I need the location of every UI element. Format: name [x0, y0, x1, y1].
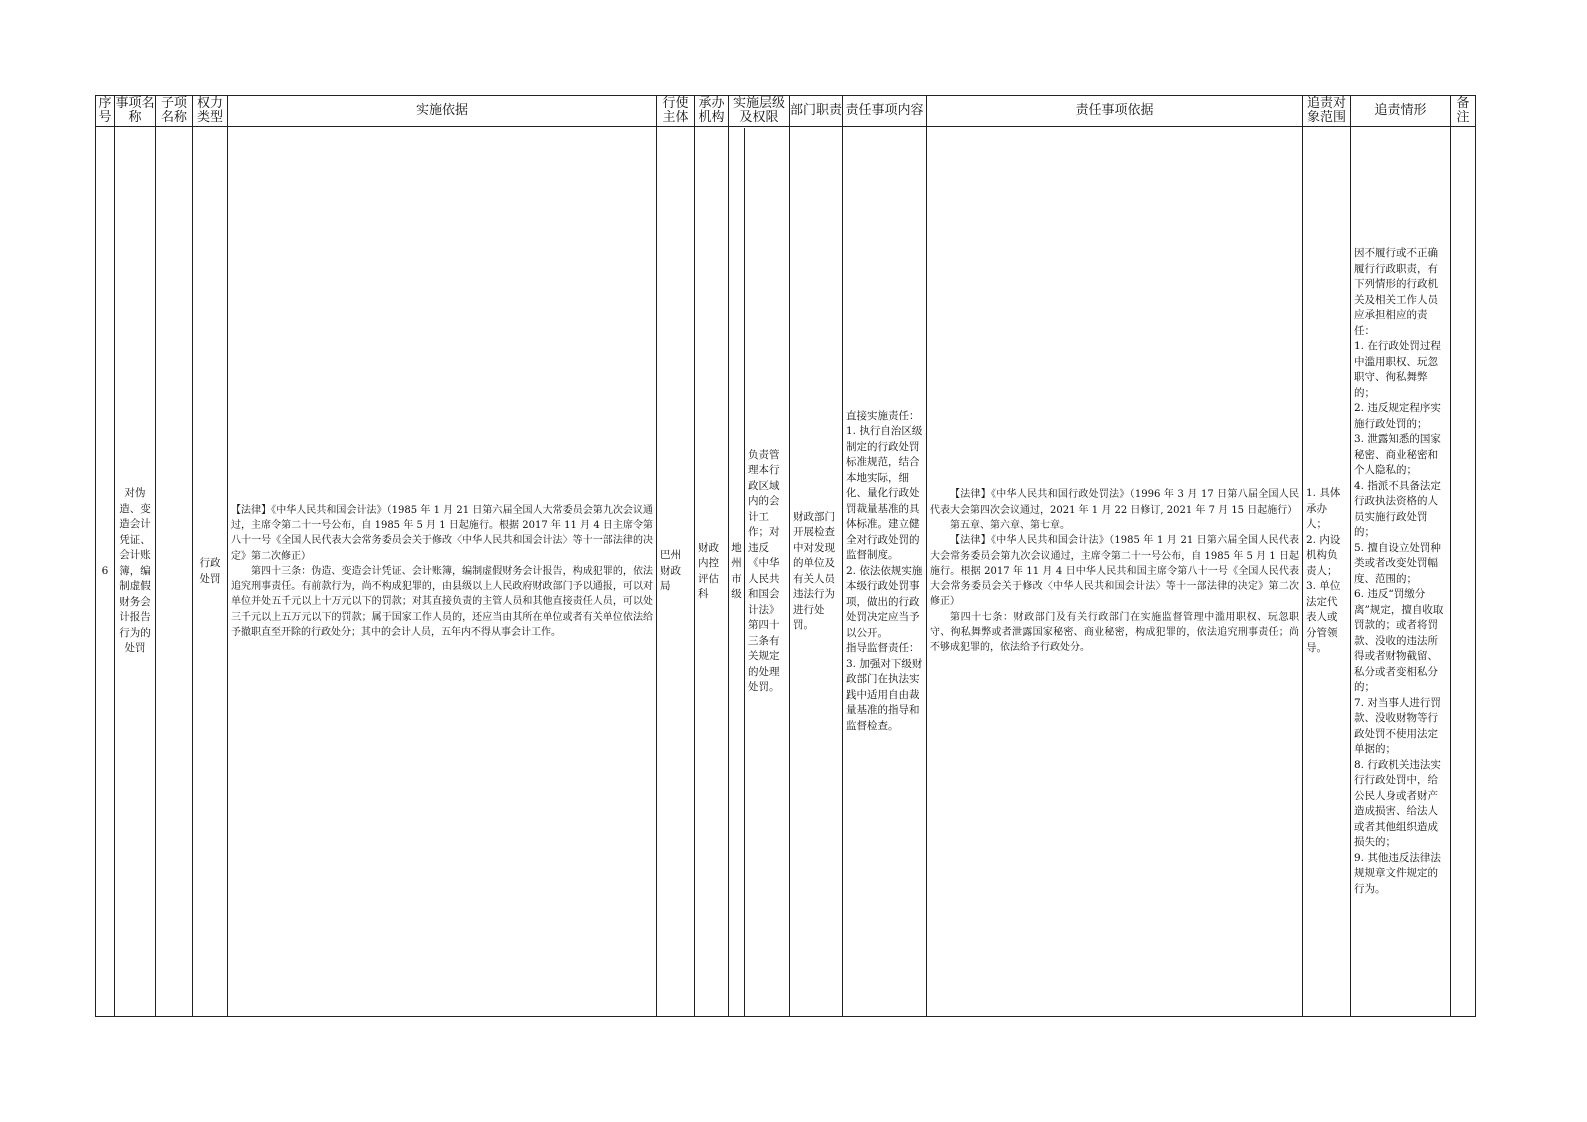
header-resp-content: 责任事项内容	[843, 96, 927, 127]
resp-content-line: 1. 执行自治区级制定的行政处罚标准规范，结合本地实际，细化、量化行政处罚裁量基准的具体标准。建立健全对行政处罚的监督制度。	[846, 425, 923, 562]
level-power: 负责管理本行政区域内的会计工作；对违反《中华人民共和国会计法》第四十三条有关规定的处理处罚。	[748, 448, 780, 693]
header-row	[96, 96, 1476, 127]
header-sub-name: 子项名称	[156, 96, 193, 127]
power-list-table	[95, 95, 1476, 1017]
header-item-name: 事项名称	[115, 96, 155, 125]
cell-duty: 财政部门开展检查中对发现的单位及有关人员违法行为进行处罚。	[790, 127, 843, 1017]
resp-basis-chapters: 第五章、第六章、第七章。	[950, 519, 1070, 531]
cell-seq: 6	[96, 127, 115, 1017]
resp-content-line: 指导监督责任：	[846, 642, 920, 655]
cell-level	[729, 127, 790, 1017]
situation-item: 3. 泄露知悉的国家秘密、商业秘密和个人隐私的；	[1354, 433, 1441, 476]
basis-article: 第四十三条：伪造、变造会计凭证、会计账簿，编制虚假财务会计报告，构成犯罪的，依法追究刑事责任。有前款行为，尚不构成犯罪的，由县级以上人民政府财政部门予以通报，可以对单位并处五千元以上十万元以下的罚款；对其直接负责的主管人员和其他直接责任人员，可以处三千元以上五万元以下的罚款；属于国家工作人员的，还应当由其所在单位或者有关单位依法给予撤职直至开除的行政处分；其中的会计人员，五年内不得从事会计工作。	[231, 565, 653, 639]
resp-content-line: 2. 依法依规实施本级行政处罚事项，做出的行政处罚决定应当予以公开。	[846, 564, 923, 639]
scope-item: 3. 单位法定代表人或分管领导。	[1306, 580, 1341, 655]
cell-situation	[1351, 127, 1451, 1017]
situation-item: 4. 指派不具备法定行政执法资格的人员实施行政处罚的；	[1354, 479, 1441, 538]
cell-power-type: 行政处罚	[193, 127, 228, 1017]
header-power-type: 权力类型	[193, 96, 228, 127]
header-situation: 追责情形	[1351, 96, 1451, 127]
situation-item: 因不履行或不正确履行行政职责，有下列情形的行政机关及相关工作人员应承担相应的责任：	[1354, 247, 1438, 337]
header-duty: 部门职责	[790, 96, 843, 127]
situation-item: 6. 违反“罚缴分离”规定，擅自收取罚款的；或者将罚款、没收的违法所得或者财物截留、私分或者变相私分的；	[1354, 588, 1444, 693]
cell-item-name: 对伪造、变造会计凭证、会计账簿，编制虚假财务会计报告行为的处罚	[115, 127, 156, 1017]
header-basis: 实施依据	[228, 96, 657, 127]
cell-subject: 巴州财政局	[657, 127, 695, 1017]
resp-basis-law-2: 【法律】《中华人民共和国会计法》（1985 年 1 月 21 日第六届全国人民代表大会常务委员会第九次会议通过，主席令第二十一号公布，自 1985 年 5 月 1 日起施行。根据 2017 年 11 月 4 日中华人民共和国主席令第八十一号《全国人民代表大会常务委员会关于修改〈中华人民共和国会计法〉等十一部法律的决定》第二次修正）	[930, 535, 1299, 608]
situation-item: 7. 对当事人进行罚款、没收财物等行政处罚不使用法定单据的；	[1354, 696, 1441, 755]
resp-basis-article: 第四十七条：财政部门及有关行政部门在实施监督管理中滥用职权、玩忽职守、徇私舞弊或者泄露国家秘密、商业秘密，构成犯罪的，依法追究刑事责任；尚不够成犯罪的，依法给予行政处分。	[930, 611, 1299, 654]
situation-item: 2. 违反规定程序实施行政处罚的；	[1354, 402, 1441, 430]
cell-resp-basis	[927, 127, 1303, 1017]
header-remark: 备注	[1451, 96, 1476, 127]
table-row	[96, 127, 1476, 1017]
cell-basis	[228, 127, 657, 1017]
situation-item: 1. 在行政处罚过程中滥用职权、玩忽职守、徇私舞弊的；	[1354, 340, 1441, 399]
cell-sub-name	[156, 127, 193, 1017]
header-agency: 承办机构	[695, 96, 729, 127]
situation-item: 8. 行政机关违法实行行政处罚中，给公民人身或者财产造成损害、给法人或者其他组织造成损失的；	[1354, 758, 1441, 848]
cell-remark	[1451, 127, 1476, 1017]
resp-basis-law-1: 【法律】《中华人民共和国行政处罚法》（1996 年 3 月 17 日第八届全国人民代表大会第四次会议通过，2021 年 1 月 22 日修订, 2021 年 7 月 15 日起施行）	[930, 489, 1299, 516]
basis-law: 【法律】《中华人民共和国会计法》（1985 年 1 月 21 日第六届全国人大常委员会第九次会议通过，主席令第二十一号公布，自 1985 年 5 月 1 日起施行。根据 2017 年 11 月 4 日主席令第八十一号《全国人民代表大会常务委员会关于修改〈中华人民共和国会计法〉等十一部法律的决定》第二次修正）	[231, 504, 653, 562]
level-name: 地州市级	[729, 128, 745, 1016]
header-scope: 追责对象范围	[1303, 96, 1351, 127]
cell-agency: 财政内控评估科	[695, 127, 729, 1017]
cell-resp-content	[843, 127, 927, 1017]
header-level: 实施层级及权限	[729, 96, 790, 127]
resp-content-line: 直接实施责任：	[846, 409, 920, 422]
header-resp-basis: 责任事项依据	[927, 96, 1303, 127]
cell-scope	[1303, 127, 1351, 1017]
scope-item: 2. 内设机构负责人；	[1306, 533, 1341, 577]
header-seq: 序号	[96, 96, 115, 127]
situation-item: 9. 其他违反法律法规规章文件规定的行为。	[1354, 851, 1441, 895]
resp-content-line: 3. 加强对下级财政部门在执法实践中适用自由裁量基准的指导和监督检查。	[846, 657, 923, 732]
situation-item: 5. 擅自设立处罚种类或者改变处罚幅度、范围的；	[1354, 541, 1441, 585]
header-subject: 行使主体	[657, 96, 695, 127]
scope-item: 1. 具体承办人；	[1306, 487, 1341, 531]
